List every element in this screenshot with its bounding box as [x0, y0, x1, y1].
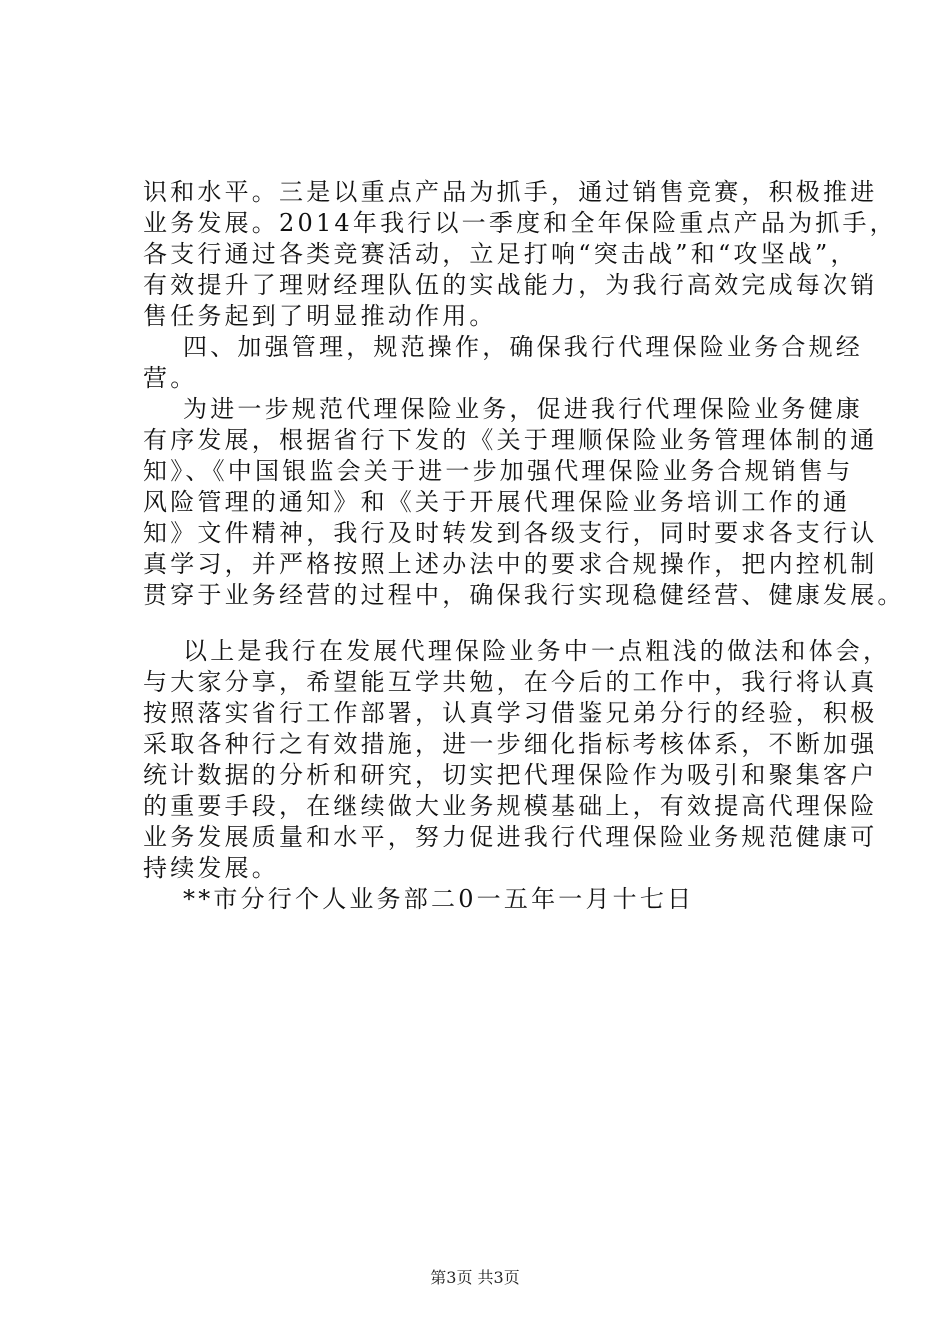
text-line: 各支行通过各类竞赛活动，立足打响“突击战”和“攻坚战”， [143, 240, 858, 268]
section-heading-continued: 营。 [143, 364, 198, 392]
text-line: 业务发展。2014年我行以一季度和全年保险重点产品为抓手， [143, 209, 897, 237]
text-line: 知》、《中国银监会关于进一步加强代理保险业务合规销售与 [143, 457, 854, 485]
text-line: 统计数据的分析和研究，切实把代理保险作为吸引和聚集客户 [143, 761, 878, 789]
text-line: 采取各种行之有效措施，进一步细化指标考核体系，不断加强 [143, 730, 878, 758]
text-line: 与大家分享，希望能互学共勉，在今后的工作中，我行将认真 [143, 668, 878, 696]
text-line: 真学习，并严格按照上述办法中的要求合规操作，把内控机制 [143, 550, 878, 578]
text-line: 以上是我行在发展代理保险业务中一点粗浅的做法和体会， [183, 637, 891, 665]
text-line: 知》文件精神，我行及时转发到各级支行，同时要求各支行认 [143, 519, 878, 547]
text-line: 风险管理的通知》和《关于开展代理保险业务培训工作的通 [143, 488, 851, 516]
section-heading: 四、加强管理，规范操作，确保我行代理保险业务合规经 [183, 333, 863, 361]
text-line: 按照落实省行工作部署，认真学习借鉴兄弟分行的经验，积极 [143, 699, 878, 727]
text-line: 持续发展。 [143, 854, 279, 882]
text-line: 的重要手段，在继续做大业务规模基础上，有效提高代理保险 [143, 792, 878, 820]
text-line: 业务发展质量和水平，努力促进我行代理保险业务规范健康可 [143, 823, 878, 851]
page-number: 第3页 共3页 [430, 1268, 520, 1287]
text-line: 为进一步规范代理保险业务，促进我行代理保险业务健康 [183, 395, 863, 423]
text-line: 贯穿于业务经营的过程中，确保我行实现稳健经营、健康发展。 [143, 581, 905, 609]
text-line: 有序发展，根据省行下发的《关于理顺保险业务管理体制的通 [143, 426, 878, 454]
text-line: 有效提升了理财经理队伍的实战能力，为我行高效完成每次销 [143, 271, 878, 299]
text-line: 识和水平。三是以重点产品为抓手，通过销售竞赛，积极推进 [143, 178, 878, 206]
signature-line: **市分行个人业务部二0一五年一月十七日 [183, 885, 695, 913]
text-line: 售任务起到了明显推动作用。 [143, 302, 497, 330]
